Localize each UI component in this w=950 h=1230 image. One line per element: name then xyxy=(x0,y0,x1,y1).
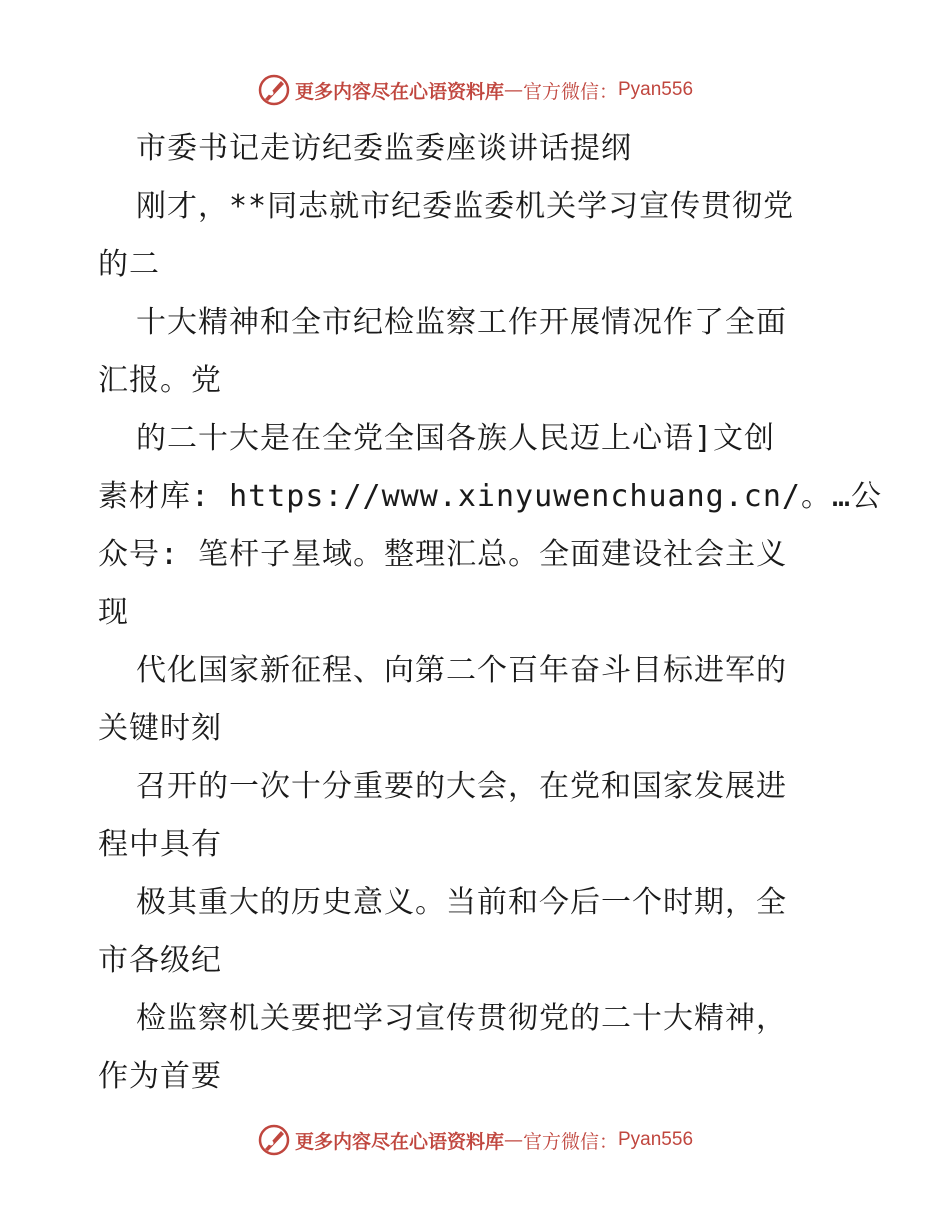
text-line: 市各级纪 xyxy=(98,943,222,978)
text-line: 极其重大的历史意义。当前和今后一个时期，全 xyxy=(136,885,787,920)
banner-site-name: 更多内容尽在心语资料库 xyxy=(294,1130,504,1153)
document-title: 市委书记走访纪委监委座谈讲话提纲 xyxy=(136,131,632,166)
header-banner[interactable] xyxy=(0,70,950,110)
quill-pen-logo-icon xyxy=(257,1123,291,1157)
text-line: 关键时刻 xyxy=(98,711,222,746)
banner-wechat-id: Pyan556 xyxy=(618,1129,694,1150)
text-line: 代化国家新征程、向第二个百年奋斗目标进军的 xyxy=(136,653,787,688)
quill-pen-logo-icon xyxy=(257,73,291,107)
text-line: 作为首要 xyxy=(98,1059,222,1094)
text-line: 程中具有 xyxy=(98,827,222,862)
text-line: 刚才，**同志就市纪委监委机关学习宣传贯彻党 xyxy=(136,189,795,224)
banner-separator: — xyxy=(503,1129,523,1151)
banner-wechat-id: Pyan556 xyxy=(618,79,694,100)
banner-official-label: 官方微信： xyxy=(522,1130,618,1153)
banner-site-name: 更多内容尽在心语资料库 xyxy=(294,80,504,103)
document-body xyxy=(98,120,883,1106)
text-line: 众号: 笔杆子星域。整理汇总。全面建设社会主义 xyxy=(98,537,788,572)
text-line: 现 xyxy=(98,595,129,630)
text-line: 的二十大是在全党全国各族人民迈上心语]文创 xyxy=(136,421,776,456)
text-line: 十大精神和全市纪检监察工作开展情况作了全面 xyxy=(136,305,787,340)
banner-separator: — xyxy=(503,79,523,101)
text-line: 召开的一次十分重要的大会，在党和国家发展进 xyxy=(136,769,787,804)
text-line: 的二 xyxy=(98,247,160,282)
banner-official-label: 官方微信： xyxy=(522,80,618,103)
text-line: 检监察机关要把学习宣传贯彻党的二十大精神， xyxy=(136,1001,787,1036)
text-line: 汇报。党 xyxy=(98,363,222,398)
footer-banner[interactable] xyxy=(0,1120,950,1160)
text-line-with-url: 素材库: https://www.xinyuwenchuang.cn/。…公 xyxy=(98,479,883,514)
